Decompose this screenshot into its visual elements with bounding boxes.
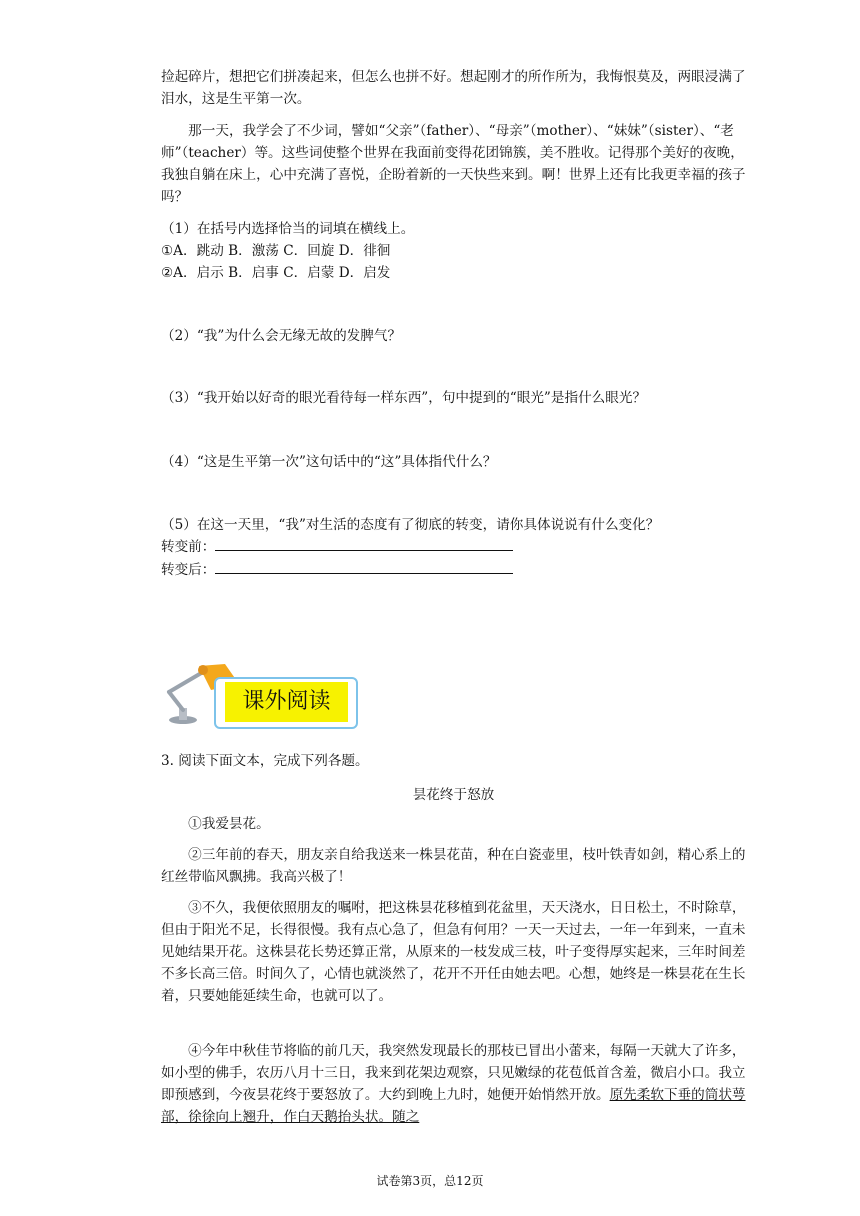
badge-label: 课外阅读 bbox=[242, 689, 331, 714]
question-1: （1）在括号内选择恰当的词填在横线上。 bbox=[161, 221, 415, 237]
question-3: （3）“我开始以好奇的眼光看待每一样东西”，句中提到的“眼光”是指什么眼光？ bbox=[161, 390, 647, 406]
reading-paragraph-3: ③不久，我便依照朋友的嘱咐，把这株昙花移植到花盆里，天天浇水，日日松土，不时除草，但由于阳光不足，长得很慢。我有点心急了，但急有何用？一天一天过去，一年一年到来，一直未见她结果开花。这株昙花长势还算正常，从原来的一枝发成三枝，叶子变得厚实起来，三年时间差不多长高三倍。时间久了，心情也就淡然了，花开不开任由她去吧。心想，她终是一株昙花在生长着，只要她能延续生命，也就可以了。 bbox=[161, 900, 746, 1004]
passage-paragraph-1: 捡起碎片，想把它们拼凑起来，但怎么也拼不好。想起刚才的所作所为，我悔恨莫及，两眼浸满了泪水，这是生平第一次。 bbox=[161, 69, 746, 107]
reading-instruction: 3. 阅读下面文本，完成下列各题。 bbox=[161, 753, 369, 769]
after-blank[interactable] bbox=[215, 559, 513, 574]
answer-after-line[interactable] bbox=[161, 559, 513, 581]
reading-paragraph-1: ①我爱昙花。 bbox=[161, 816, 270, 832]
page-footer: 试卷第3页，总12页 bbox=[376, 1174, 484, 1188]
reading-paragraph-4-underlined: 原先柔软下垂的筒状萼部，徐徐向上翘升，作白天鹅抬头状。随之 bbox=[161, 1087, 746, 1125]
reading-paragraph-2: ②三年前的春天，朋友亲自给我送来一株昙花苗，种在白瓷壶里，枝叶铁青如剑，精心系上的红丝带临风飘拂。我高兴极了！ bbox=[161, 847, 746, 885]
reading-paragraph-4 bbox=[161, 1040, 746, 1128]
question-1-options-2: ②A．启示 B．启事 C．启蒙 D．启发 bbox=[161, 265, 391, 281]
question-2: （2）“我”为什么会无缘无故的发脾气？ bbox=[161, 328, 402, 344]
reading-title: 昙花终于怒放 bbox=[412, 787, 495, 803]
section-badge bbox=[163, 660, 363, 726]
after-label: 转变后： bbox=[161, 562, 216, 578]
passage-paragraph-2: 那一天，我学会了不少词，譬如“父亲”（father）、“母亲”（mother）、“妹妹”（sister）、“老师”（teacher）等。这些词使整个世界在我面前变得花团锦簇，美不胜收。记得那个美好的夜晚，我独自躺在床上，心中充满了喜悦，企盼着新的一天快些来到。啊！世界上还有比我更幸福的孩子吗？ bbox=[161, 123, 746, 205]
before-label: 转变前： bbox=[161, 539, 216, 555]
question-1-options-1: ①A．跳动 B．激荡 C．回旋 D．徘徊 bbox=[161, 243, 391, 259]
reading-paragraph-4-text: ④今年中秋佳节将临的前几天，我突然发现最长的那枝已冒出小蕾来，每隔一天就大了许多，如小型的佛手，农历八月十三日，我来到花架边观察，只见嫩绿的花苞低首含羞，微启小口。我立即预感到，今夜昙花终于要怒放了。大约到晚上九时，她便开始悄然开放。 bbox=[161, 1043, 746, 1103]
question-4: （4）“这是生平第一次”这句话中的“这”具体指代什么？ bbox=[161, 454, 497, 470]
answer-before-line[interactable] bbox=[161, 536, 513, 558]
question-5: （5）在这一天里，“我”对生活的态度有了彻底的转变，请你具体说说有什么变化？ bbox=[161, 517, 660, 533]
before-blank[interactable] bbox=[215, 536, 513, 551]
